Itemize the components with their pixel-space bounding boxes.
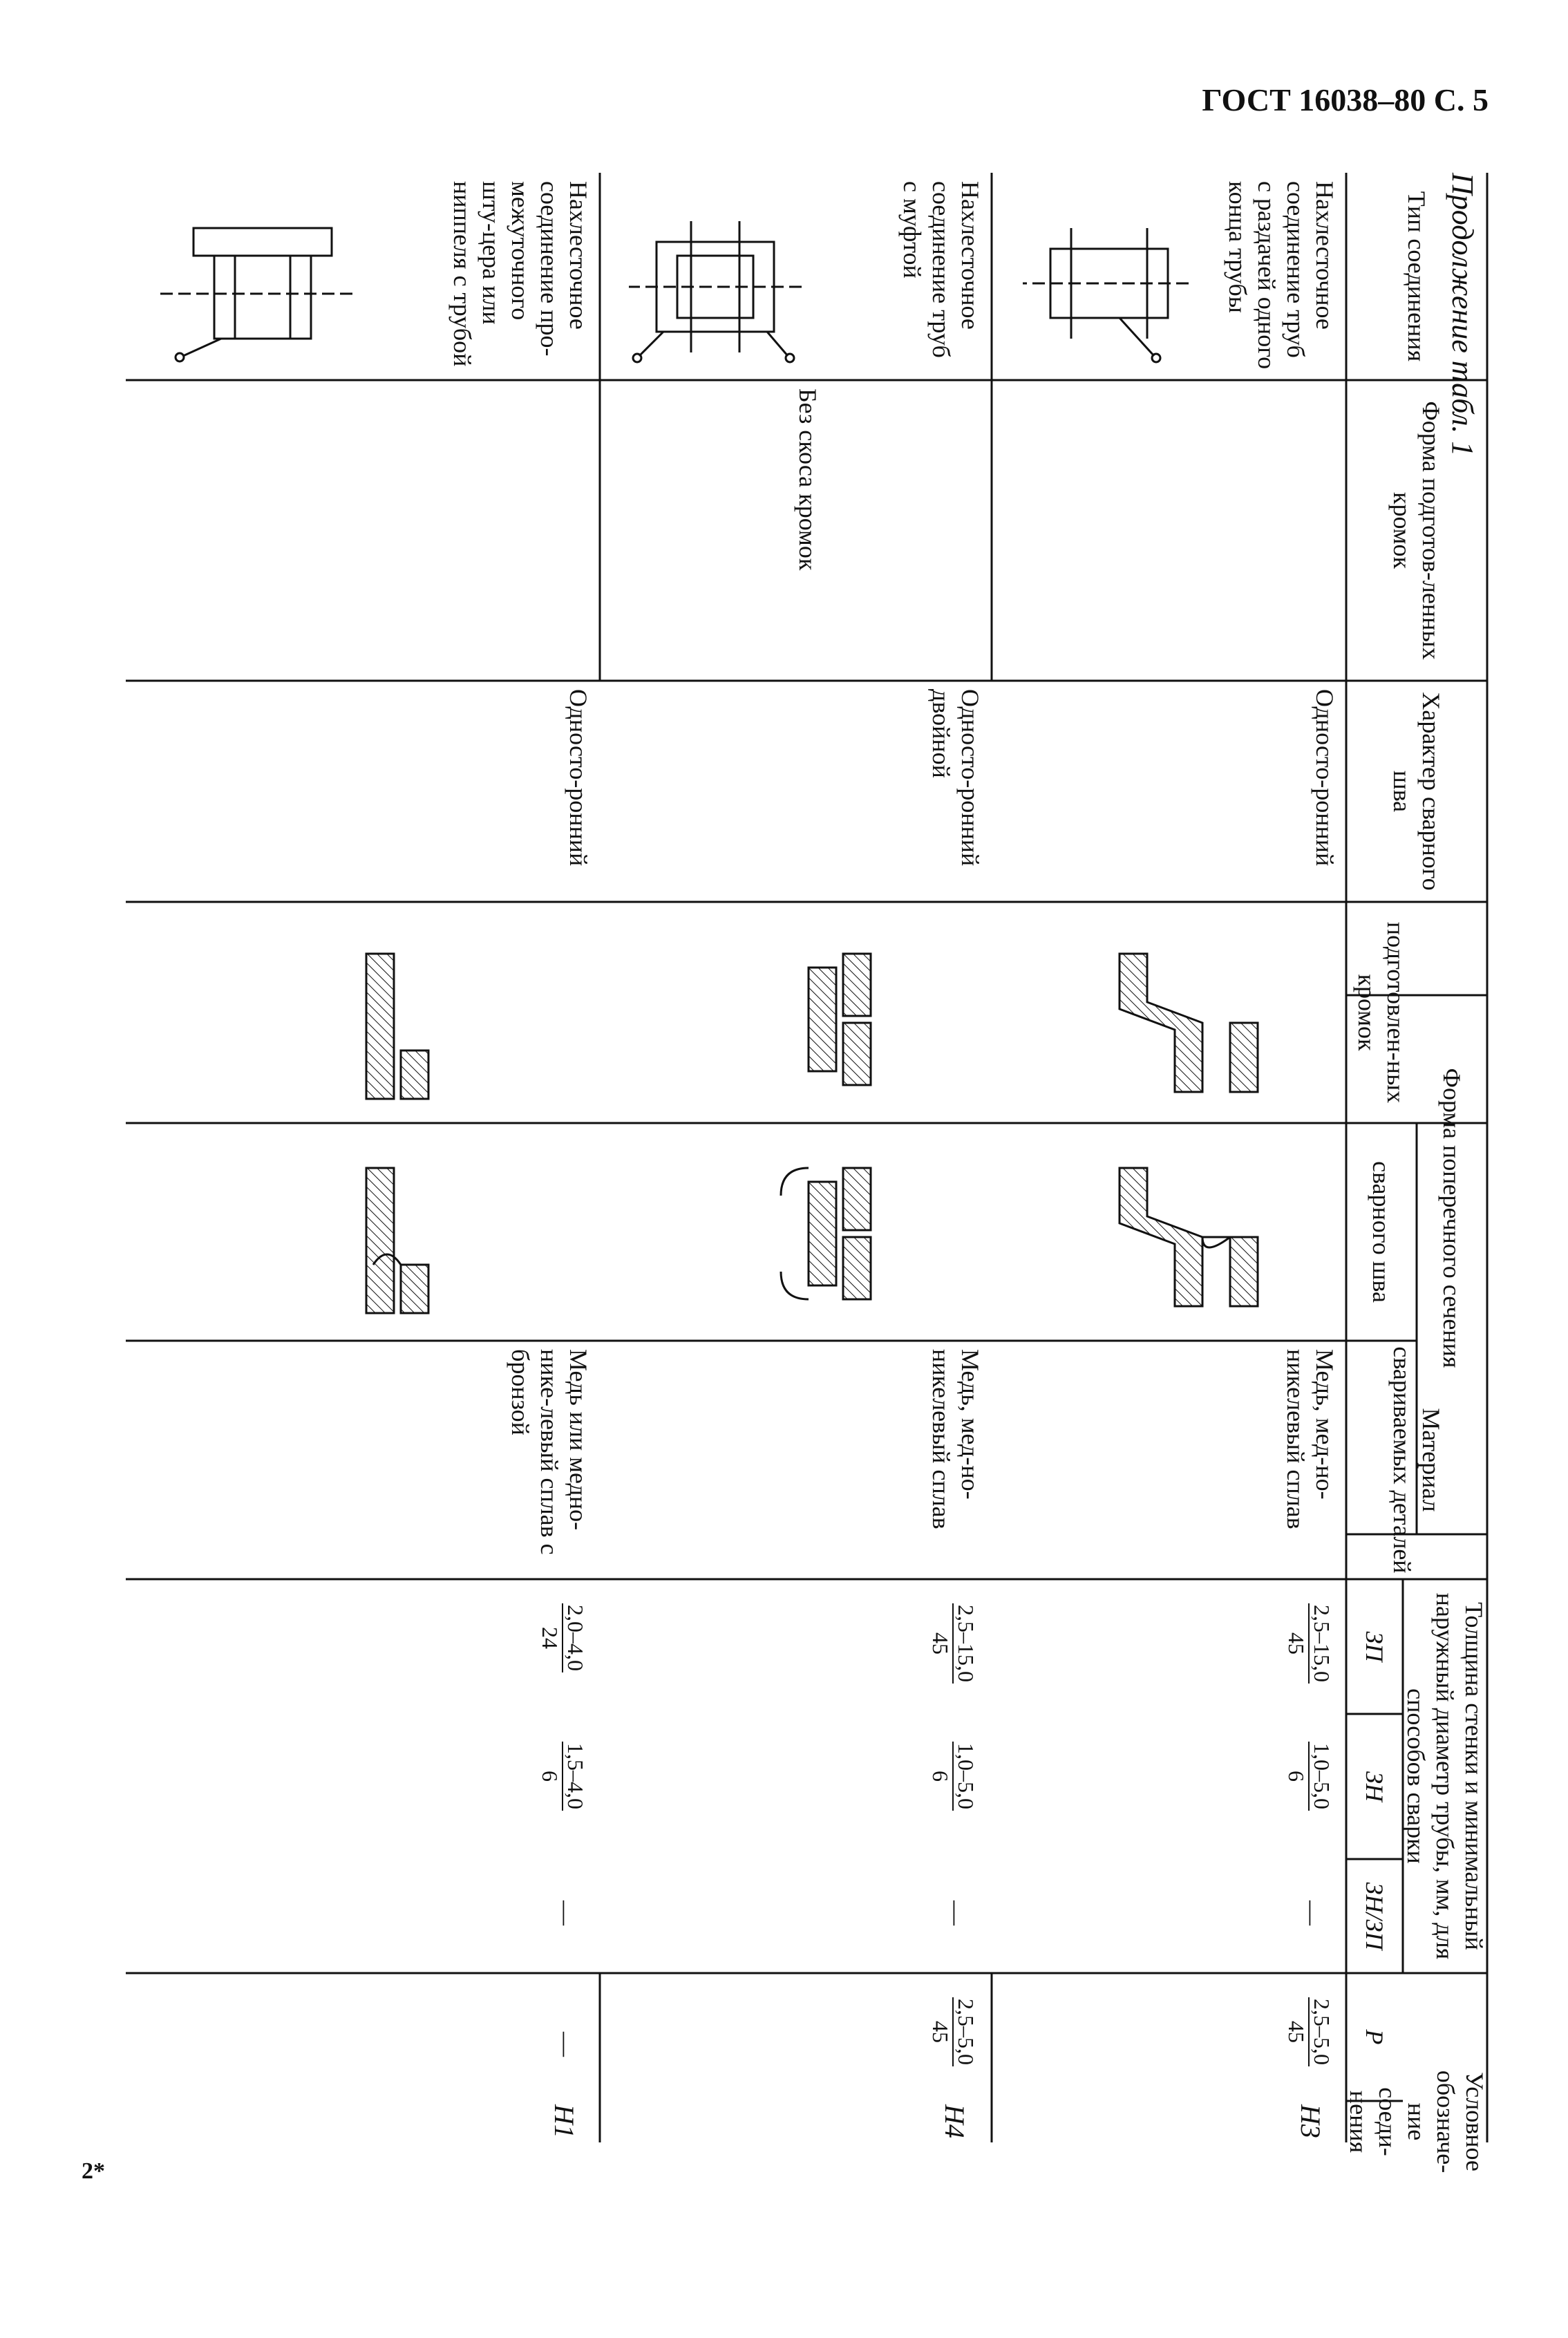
row1-code: Н3 <box>1295 2104 1326 2138</box>
header-joint-type: Тип соединения <box>1403 191 1431 362</box>
page-header: ГОСТ 16038–80 С. 5 <box>1202 82 1489 117</box>
header-weld-seam: сварного шва <box>1368 1161 1396 1303</box>
header-section-form: Форма поперечного сечения <box>1438 1068 1466 1368</box>
row2-joint-type: Нахлесточное соединение труб с муфтой <box>898 181 984 358</box>
row3-r: — <box>552 2032 580 2057</box>
row3-zp: 2,0–4,0 24 <box>537 1605 588 1671</box>
row3-character: Односто-ронний <box>565 689 592 867</box>
row3-weld-seam-sketch <box>339 1154 491 1320</box>
edge-form-shared: Без скоса кромок <box>794 388 822 571</box>
row1-material: Медь, мед-но-никелевый сплав <box>1281 1349 1339 1529</box>
row3-joint-type: Нахлесточное соединение про-межуточного шту-цера или ниппеля с трубой <box>448 181 592 367</box>
row2-zn: 1,0–5,0 6 <box>927 1743 979 1809</box>
row2-code: Н4 <box>939 2104 970 2138</box>
header-method-r: Р <box>1361 2029 1389 2045</box>
row2-prepared-edges-sketch <box>760 940 898 1106</box>
header-thickness: Толщина стенки и минимальный наружный диаметр трубы, мм, для способов сварки <box>1401 1592 1489 1960</box>
row2-znzp: — <box>943 1901 970 1925</box>
row2-r: 2,5–5,0 45 <box>927 1999 979 2065</box>
page-footer-mark: 2* <box>82 2158 105 2184</box>
row1-joint-sketch <box>1016 214 1196 366</box>
row1-znzp: — <box>1298 1901 1326 1925</box>
row2-material: Медь, мед-но-никелевый сплав <box>927 1349 984 1529</box>
row1-r: 2,5–5,0 45 <box>1283 1999 1334 2065</box>
table-continuation-caption: Продолжение табл. 1 <box>1446 173 1480 457</box>
row1-character: Односто-ронний <box>1311 689 1339 867</box>
row2-zp: 2,5–15,0 45 <box>927 1605 979 1682</box>
row1-zn: 1,0–5,0 6 <box>1283 1743 1334 1809</box>
header-edge-form: Форма подготов-ленных кромок <box>1388 401 1446 660</box>
row3-zn: 1,5–4,0 6 <box>537 1743 588 1809</box>
row2-weld-seam-sketch <box>746 1154 898 1320</box>
header-method-zp: ЗП <box>1361 1631 1389 1662</box>
row3-material: Медь или медно-нике-левый сплав с бронзой <box>506 1349 592 1555</box>
row3-prepared-edges-sketch <box>339 940 491 1106</box>
header-prepared-edges: подготовлен-ных кромок <box>1353 921 1410 1104</box>
header-method-znzp: ЗН/ЗП <box>1361 1882 1389 1950</box>
header-designation: Условное обозначе-ние соеди-нения <box>1344 2070 1489 2174</box>
row1-weld-seam-sketch <box>1106 1154 1285 1320</box>
row1-zp: 2,5–15,0 45 <box>1283 1605 1334 1682</box>
row2-character: Односто-ронний двойной <box>927 689 984 867</box>
row2-joint-sketch <box>622 214 809 366</box>
row3-znzp: — <box>552 1901 580 1925</box>
joint-table <box>126 173 1493 2174</box>
row3-joint-sketch <box>152 214 359 366</box>
header-method-zn: ЗН <box>1361 1771 1389 1802</box>
row3-code: Н1 <box>549 2104 580 2138</box>
row1-prepared-edges-sketch <box>1106 940 1285 1106</box>
header-weld-character: Характер сварного шва <box>1388 692 1446 891</box>
header-material: Материал свариваемых деталей <box>1388 1346 1446 1574</box>
row1-joint-type: Нахлесточное соединение труб с раздачей одного конца трубы <box>1223 181 1339 370</box>
